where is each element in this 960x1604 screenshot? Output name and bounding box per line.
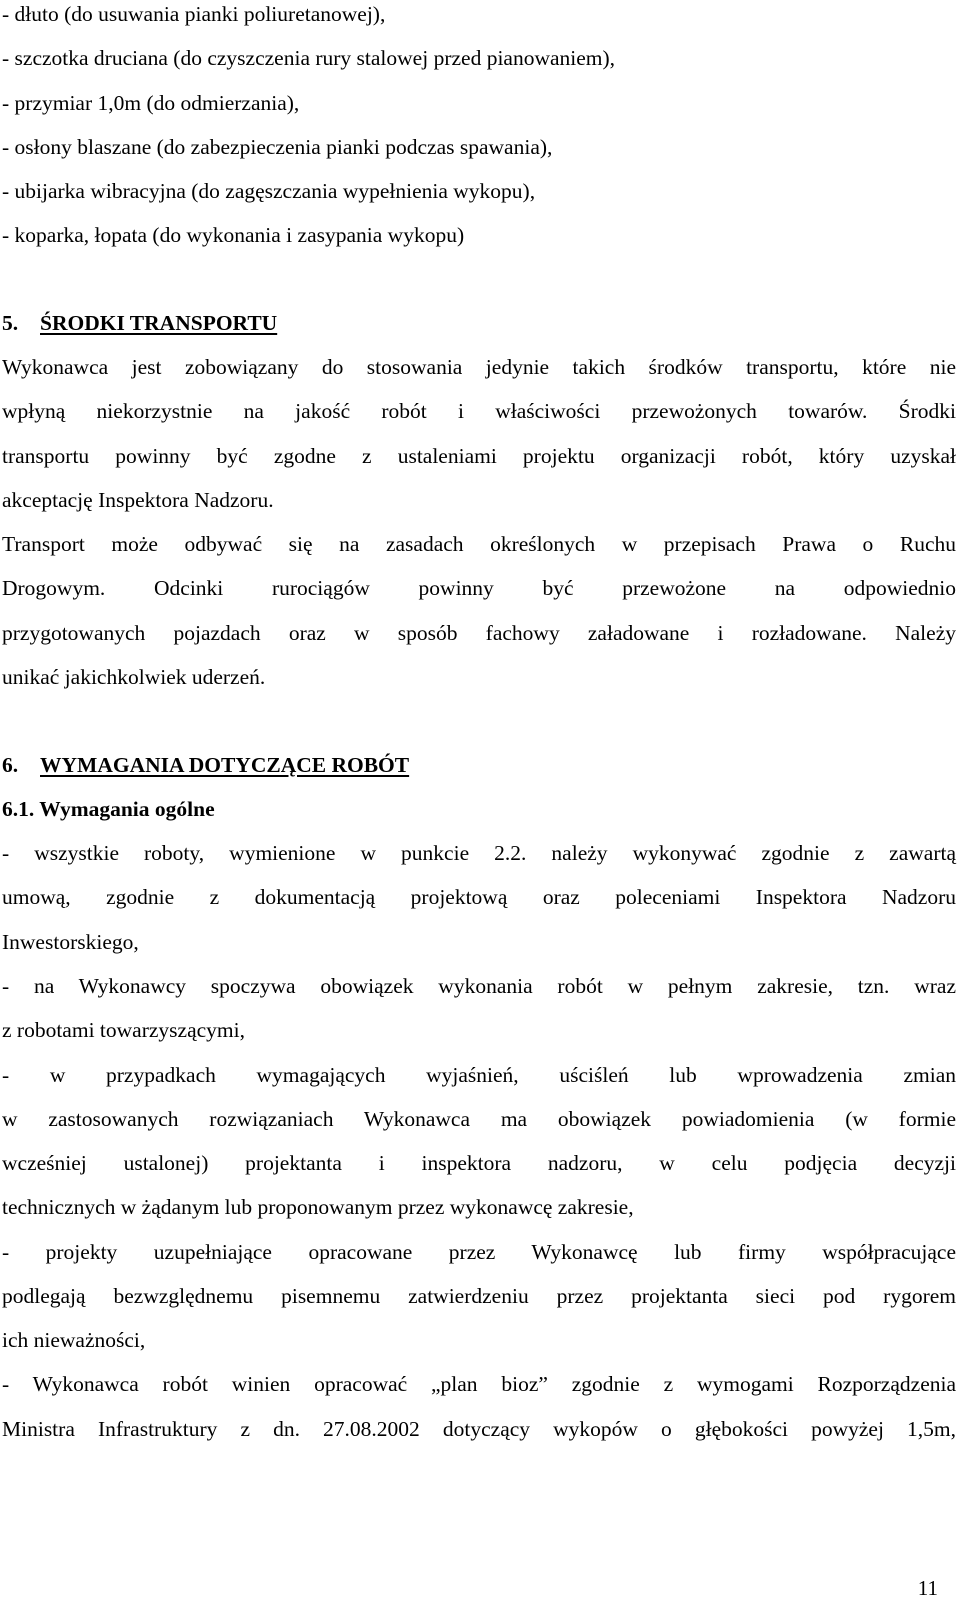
page-number: 11 — [917, 1576, 938, 1600]
section-6-line: Inwestorskiego, — [2, 930, 139, 954]
tools-list-item: - szczotka druciana (do czyszczenia rury stalowej przed pianowaniem), — [2, 46, 616, 70]
section-6-line: - wszystkie roboty, wymienione w punkcie 2.2. należy wykonywać zgodnie z zawartą — [2, 841, 956, 865]
section-5-line: przygotowanych pojazdach oraz w sposób fachowy załadowane i rozładowane. Należy — [2, 621, 956, 645]
tools-list-item: - ubijarka wibracyjna (do zagęszczania wypełnienia wykopu), — [2, 179, 536, 203]
section-6-line: wcześniej ustalonej) projektanta i inspektora nadzoru, w celu podjęcia decyzji — [2, 1151, 956, 1175]
section-5-title: ŚRODKI TRANSPORTU — [40, 311, 278, 335]
subsection-6-1-title: 6.1. Wymagania ogólne — [2, 797, 215, 821]
section-6-line: - projekty uzupełniające opracowane przez Wykonawcę lub firmy współpracujące — [2, 1240, 956, 1264]
section-6-line: technicznych w żądanym lub proponowanym przez wykonawcę zakresie, — [2, 1195, 634, 1219]
section-6-line: umową, zgodnie z dokumentacją projektową oraz poleceniami Inspektora Nadzoru — [2, 885, 956, 909]
section-6-line: - na Wykonawcy spoczywa obowiązek wykonania robót w pełnym zakresie, tzn. wraz — [2, 974, 956, 998]
section-6-line: ich nieważności, — [2, 1328, 146, 1352]
tools-list-item: - dłuto (do usuwania pianki poliuretanowej), — [2, 2, 386, 26]
section-6-title: WYMAGANIA DOTYCZĄCE ROBÓT — [40, 753, 410, 777]
section-6-line: podlegają bezwzględnemu pisemnemu zatwierdzeniu przez projektanta sieci pod rygorem — [2, 1284, 956, 1308]
section-5-line: unikać jakichkolwiek uderzeń. — [2, 665, 266, 689]
section-6-line: w zastosowanych rozwiązaniach Wykonawca ma obowiązek powiadomienia (w formie — [2, 1107, 956, 1131]
section-6-line: - Wykonawca robót winien opracować „plan bioz” zgodnie z wymogami Rozporządzenia — [2, 1372, 956, 1396]
section-6-line: - w przypadkach wymagających wyjaśnień, uściśleń lub wprowadzenia zmian — [2, 1063, 956, 1087]
section-5-number: 5. — [2, 311, 19, 335]
section-5-line: transportu powinny być zgodne z ustaleniami projektu organizacji robót, który uzyskał — [2, 444, 956, 468]
section-6-line: z robotami towarzyszącymi, — [2, 1018, 245, 1042]
section-5-line: Drogowym. Odcinki rurociągów powinny być przewożone na odpowiednio — [2, 576, 956, 600]
section-5-line: Wykonawca jest zobowiązany do stosowania jedynie takich środków transportu, które nie — [2, 355, 956, 379]
section-6-number: 6. — [2, 753, 19, 777]
section-5-heading — [2, 313, 277, 335]
section-5-line: akceptację Inspektora Nadzoru. — [2, 488, 274, 512]
section-6-line: Ministra Infrastruktury z dn. 27.08.2002 dotyczący wykopów o głębokości powyżej 1,5m, — [2, 1417, 956, 1441]
section-5-line: wpłyną niekorzystnie na jakość robót i właściwości przewożonych towarów. Środki — [2, 399, 956, 423]
tools-list-item: - koparka, łopata (do wykonania i zasypania wykopu) — [2, 223, 465, 247]
tools-list-item: - przymiar 1,0m (do odmierzania), — [2, 91, 300, 115]
section-5-line: Transport może odbywać się na zasadach określonych w przepisach Prawa o Ruchu — [2, 532, 956, 556]
tools-list-item: - osłony blaszane (do zabezpieczenia pianki podczas spawania), — [2, 135, 553, 159]
section-6-heading — [2, 755, 409, 777]
